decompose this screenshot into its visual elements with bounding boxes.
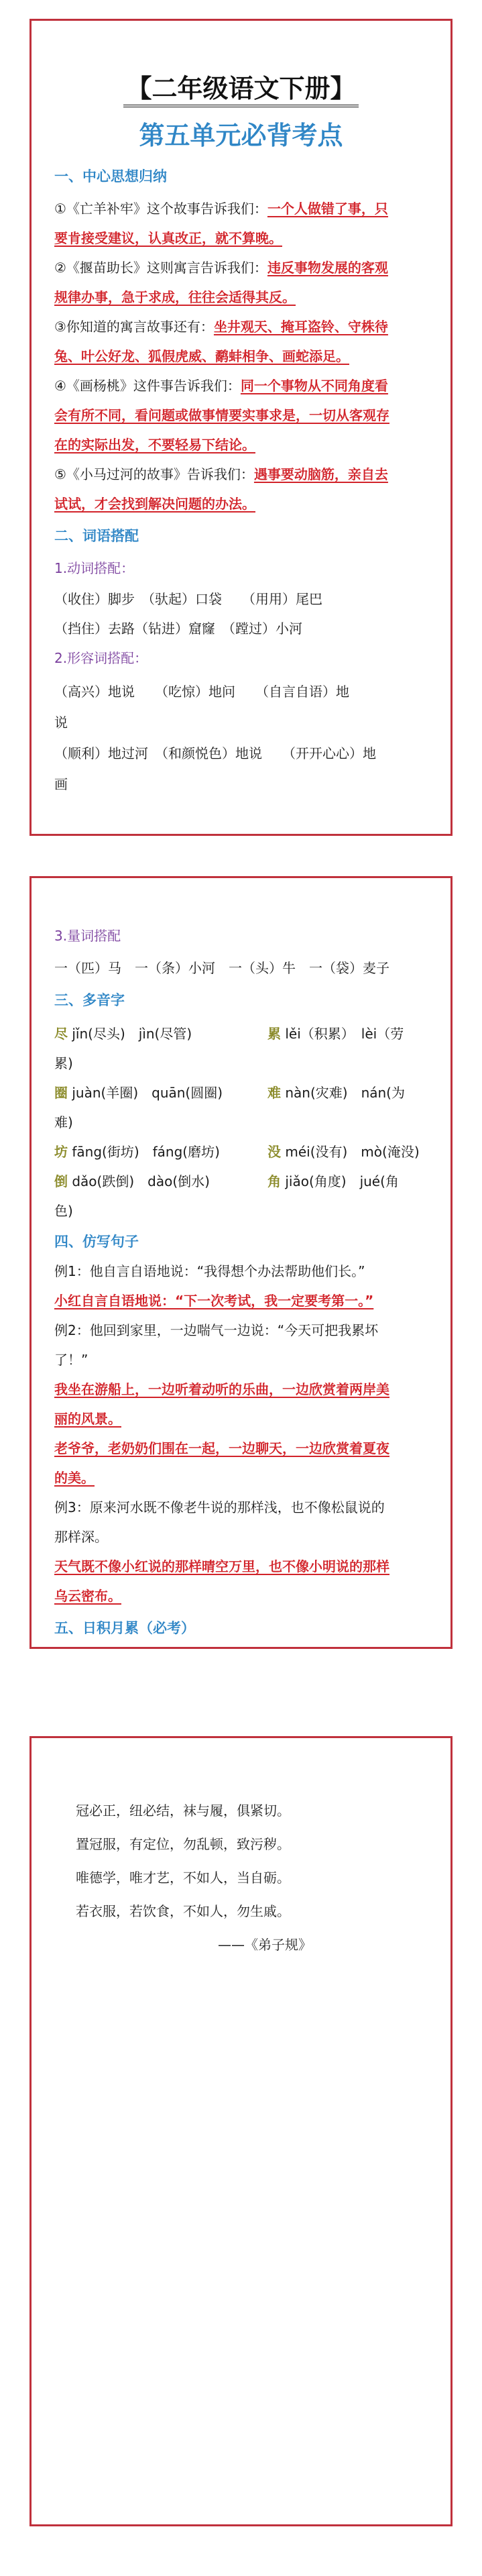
summary-line-part: 违反事物发展的客观 [267, 260, 388, 276]
section-heading-part: 三、多音字 [54, 992, 125, 1008]
summary-line [54, 492, 432, 516]
polyphone-line [54, 1081, 432, 1105]
polyphone-line-part: 色) [54, 1203, 73, 1219]
summary-line-part: ③你知道的寓言故事还有： [54, 319, 214, 335]
page-card-3 [29, 1736, 453, 2526]
adj-line [54, 772, 432, 796]
polyphone-line [54, 1169, 432, 1193]
summary-line-part: ①《亡羊补牢》这个故事告诉我们： [54, 201, 267, 217]
doc-title: 【二年级语文下册】 [32, 68, 450, 105]
adj-line [54, 680, 432, 704]
polyphone-line-part: 累) [54, 1055, 73, 1071]
polyphone-line [54, 1110, 432, 1134]
summary-line-part: 遇事要动脑筋，亲自去 [253, 466, 388, 482]
sentence-line [54, 1525, 432, 1549]
sub-heading-part: 2.形容词搭配： [54, 650, 148, 666]
summary-line-part: 在的实际出发，不要轻易下结论。 [54, 437, 255, 453]
summary-line [54, 197, 432, 221]
summary-line-part: ⑤《小马过河的故事》告诉我们： [54, 466, 254, 482]
summary-line-part: 会有所不同，看问题或做事情要实事求是，一切从客观存 [54, 407, 389, 423]
section-heading-part: 四、仿写句子 [54, 1234, 139, 1250]
sentence-line-part: 例2：他回到家里，一边喘气一边说：“今天可把我累坏 [54, 1322, 379, 1338]
verb-line [54, 587, 432, 611]
sentence-line-part: 例1：他自言自语地说：“我得想个办法帮助他们长。” [54, 1263, 365, 1279]
polyphone-line-part: 倒 [54, 1173, 68, 1189]
polyphone-line-part: fāng(街坊) fáng(磨坊) [68, 1144, 220, 1160]
summary-line [54, 226, 432, 250]
verb-line [54, 616, 432, 641]
summary-line-part: ②《揠苗助长》这则寓言告诉我们： [54, 260, 267, 276]
polyphone-reading: lěi（积累） lèi（劳 [281, 1026, 404, 1042]
summary-line [54, 403, 432, 427]
sentence-line [54, 1495, 432, 1519]
summary-line [54, 344, 432, 368]
sub-heading-part: 1.动词搭配： [54, 560, 135, 576]
summary-line [54, 285, 432, 309]
sentence-line-part: 丽的风景。 [54, 1411, 121, 1427]
section-heading [54, 1616, 432, 1640]
section-heading-part: 五、日积月累（必考） [54, 1620, 195, 1636]
summary-line [54, 256, 432, 280]
polyphone-right [267, 1022, 404, 1046]
sub-heading [54, 646, 432, 670]
sentence-line [54, 1554, 432, 1578]
section-heading [54, 164, 432, 189]
polyphone-char: 难 [267, 1085, 281, 1101]
summary-line [54, 374, 432, 398]
adj-line-part: （顺利）地过河 （和颜悦色）地说 （开开心心）地 [54, 745, 376, 761]
page-card-1 [29, 19, 453, 836]
sentence-line-part: 例3：原来河水既不像老牛说的那样浅，也不像松鼠说的 [54, 1499, 385, 1515]
sub-heading [54, 924, 432, 948]
section-heading [54, 1230, 432, 1254]
summary-line-part: 一个人做错了事，只 [267, 201, 388, 217]
polyphone-line-part: dǎo(跌倒) dào(倒水) [68, 1173, 210, 1189]
polyphone-reading: nàn(灾难) nán(为 [281, 1085, 405, 1101]
verb-line-part: （收住）脚步 （驮起）口袋 （用用）尾巴 [54, 591, 322, 607]
polyphone-char: 角 [267, 1173, 281, 1189]
polyphone-line-part: juàn(羊圈) quān(圆圈) [68, 1085, 223, 1101]
polyphone-line [54, 1051, 432, 1075]
summary-line-part: 规律办事，急于求成，往往会适得其反。 [54, 289, 296, 305]
section-heading [54, 988, 432, 1012]
doc-subtitle: 第五单元必背考点 [139, 121, 343, 150]
adj-line-part: 说 [54, 714, 68, 731]
adj-line [54, 741, 432, 765]
polyphone-char: 没 [267, 1144, 281, 1160]
sentence-line-part: 了！” [54, 1352, 88, 1368]
polyphone-line [54, 1140, 432, 1164]
adj-line-part: （高兴）地说 （吃惊）地问 （自言自语）地 [54, 684, 349, 700]
polyphone-reading: méi(没有) mò(淹没) [281, 1144, 420, 1160]
sentence-line-part: 的美。 [54, 1470, 95, 1486]
summary-line-part: ④《画杨桃》这件事告诉我们： [54, 378, 241, 394]
section-heading-part: 一、中心思想归纳 [54, 168, 167, 184]
verb-line-part: （挡住）去路（钻进）窟窿 （蹚过）小河 [54, 621, 302, 637]
polyphone-reading: jiǎo(角度) jué(角 [281, 1173, 399, 1189]
summary-line-part: 试试，才会找到解决问题的办法。 [54, 496, 255, 512]
polyphone-line [54, 1022, 432, 1046]
sentence-line-part: 小红自言自语地说：“下一次考试，我一定要考第一。” [54, 1293, 374, 1309]
summary-line [54, 462, 432, 486]
summary-line-part: 同一个事物从不同角度看 [240, 378, 388, 394]
adj-line-part: 画 [54, 776, 68, 792]
adj-line [54, 710, 432, 735]
poem-line: 冠必正，纽必结，袜与履，俱紧切。 [76, 1803, 290, 1819]
poem-line: 唯德学，唯才艺，不如人，当自砺。 [76, 1870, 290, 1886]
polyphone-right [267, 1140, 420, 1164]
polyphone-line [54, 1199, 432, 1223]
polyphone-line-part: 难) [54, 1114, 73, 1130]
sentence-line [54, 1289, 432, 1313]
sentence-line [54, 1466, 432, 1490]
polyphone-right [267, 1169, 399, 1193]
summary-line-part: 要肯接受建议，认真改正，就不算晚。 [54, 230, 282, 246]
sub-heading-part: 3.量词搭配 [54, 928, 121, 944]
page-card-2 [29, 876, 453, 1649]
sentence-line [54, 1318, 432, 1342]
section-heading [54, 524, 432, 548]
sentence-line [54, 1348, 432, 1372]
sentence-line [54, 1259, 432, 1283]
sentence-line-part: 我坐在游船上，一边听着动听的乐曲，一边欣赏着两岸美 [54, 1381, 389, 1397]
summary-line-part: 坐井观天、掩耳盗铃、守株待 [213, 319, 388, 335]
polyphone-line-part: 圈 [54, 1085, 68, 1101]
poem-source: ——《弟子规》 [218, 1937, 312, 1953]
sentence-line-part: 那样深。 [54, 1529, 108, 1545]
sentence-line-part: 天气既不像小红说的那样晴空万里，也不像小明说的那样 [54, 1558, 389, 1574]
sentence-line [54, 1436, 432, 1460]
sentence-line-part: 乌云密布。 [54, 1588, 121, 1604]
sub-heading [54, 556, 432, 580]
measure-line [54, 956, 432, 980]
sentence-line-part: 老爷爷，老奶奶们围在一起，一边聊天，一边欣赏着夏夜 [54, 1440, 389, 1456]
polyphone-char: 累 [267, 1026, 281, 1042]
section-heading-part: 二、词语搭配 [54, 528, 139, 544]
summary-line [54, 433, 432, 457]
polyphone-line-part: 坊 [54, 1144, 68, 1160]
sentence-line [54, 1377, 432, 1401]
poem-line: 置冠服，有定位，勿乱顿，致污秽。 [76, 1836, 290, 1852]
polyphone-line-part: jǐn(尽头) jìn(尽管) [68, 1026, 192, 1042]
summary-line-part: 兔、叶公好龙、狐假虎威、鹬蚌相争、画蛇添足。 [54, 348, 349, 364]
sentence-line [54, 1584, 432, 1608]
measure-line-part: 一（匹）马 一（条）小河 一（头）牛 一（袋）麦子 [54, 960, 389, 976]
poem-line: 若衣服，若饮食，不如人，勿生戚。 [76, 1903, 290, 1919]
polyphone-right [267, 1081, 405, 1105]
polyphone-line-part: 尽 [54, 1026, 68, 1042]
summary-line [54, 315, 432, 339]
sentence-line [54, 1407, 432, 1431]
